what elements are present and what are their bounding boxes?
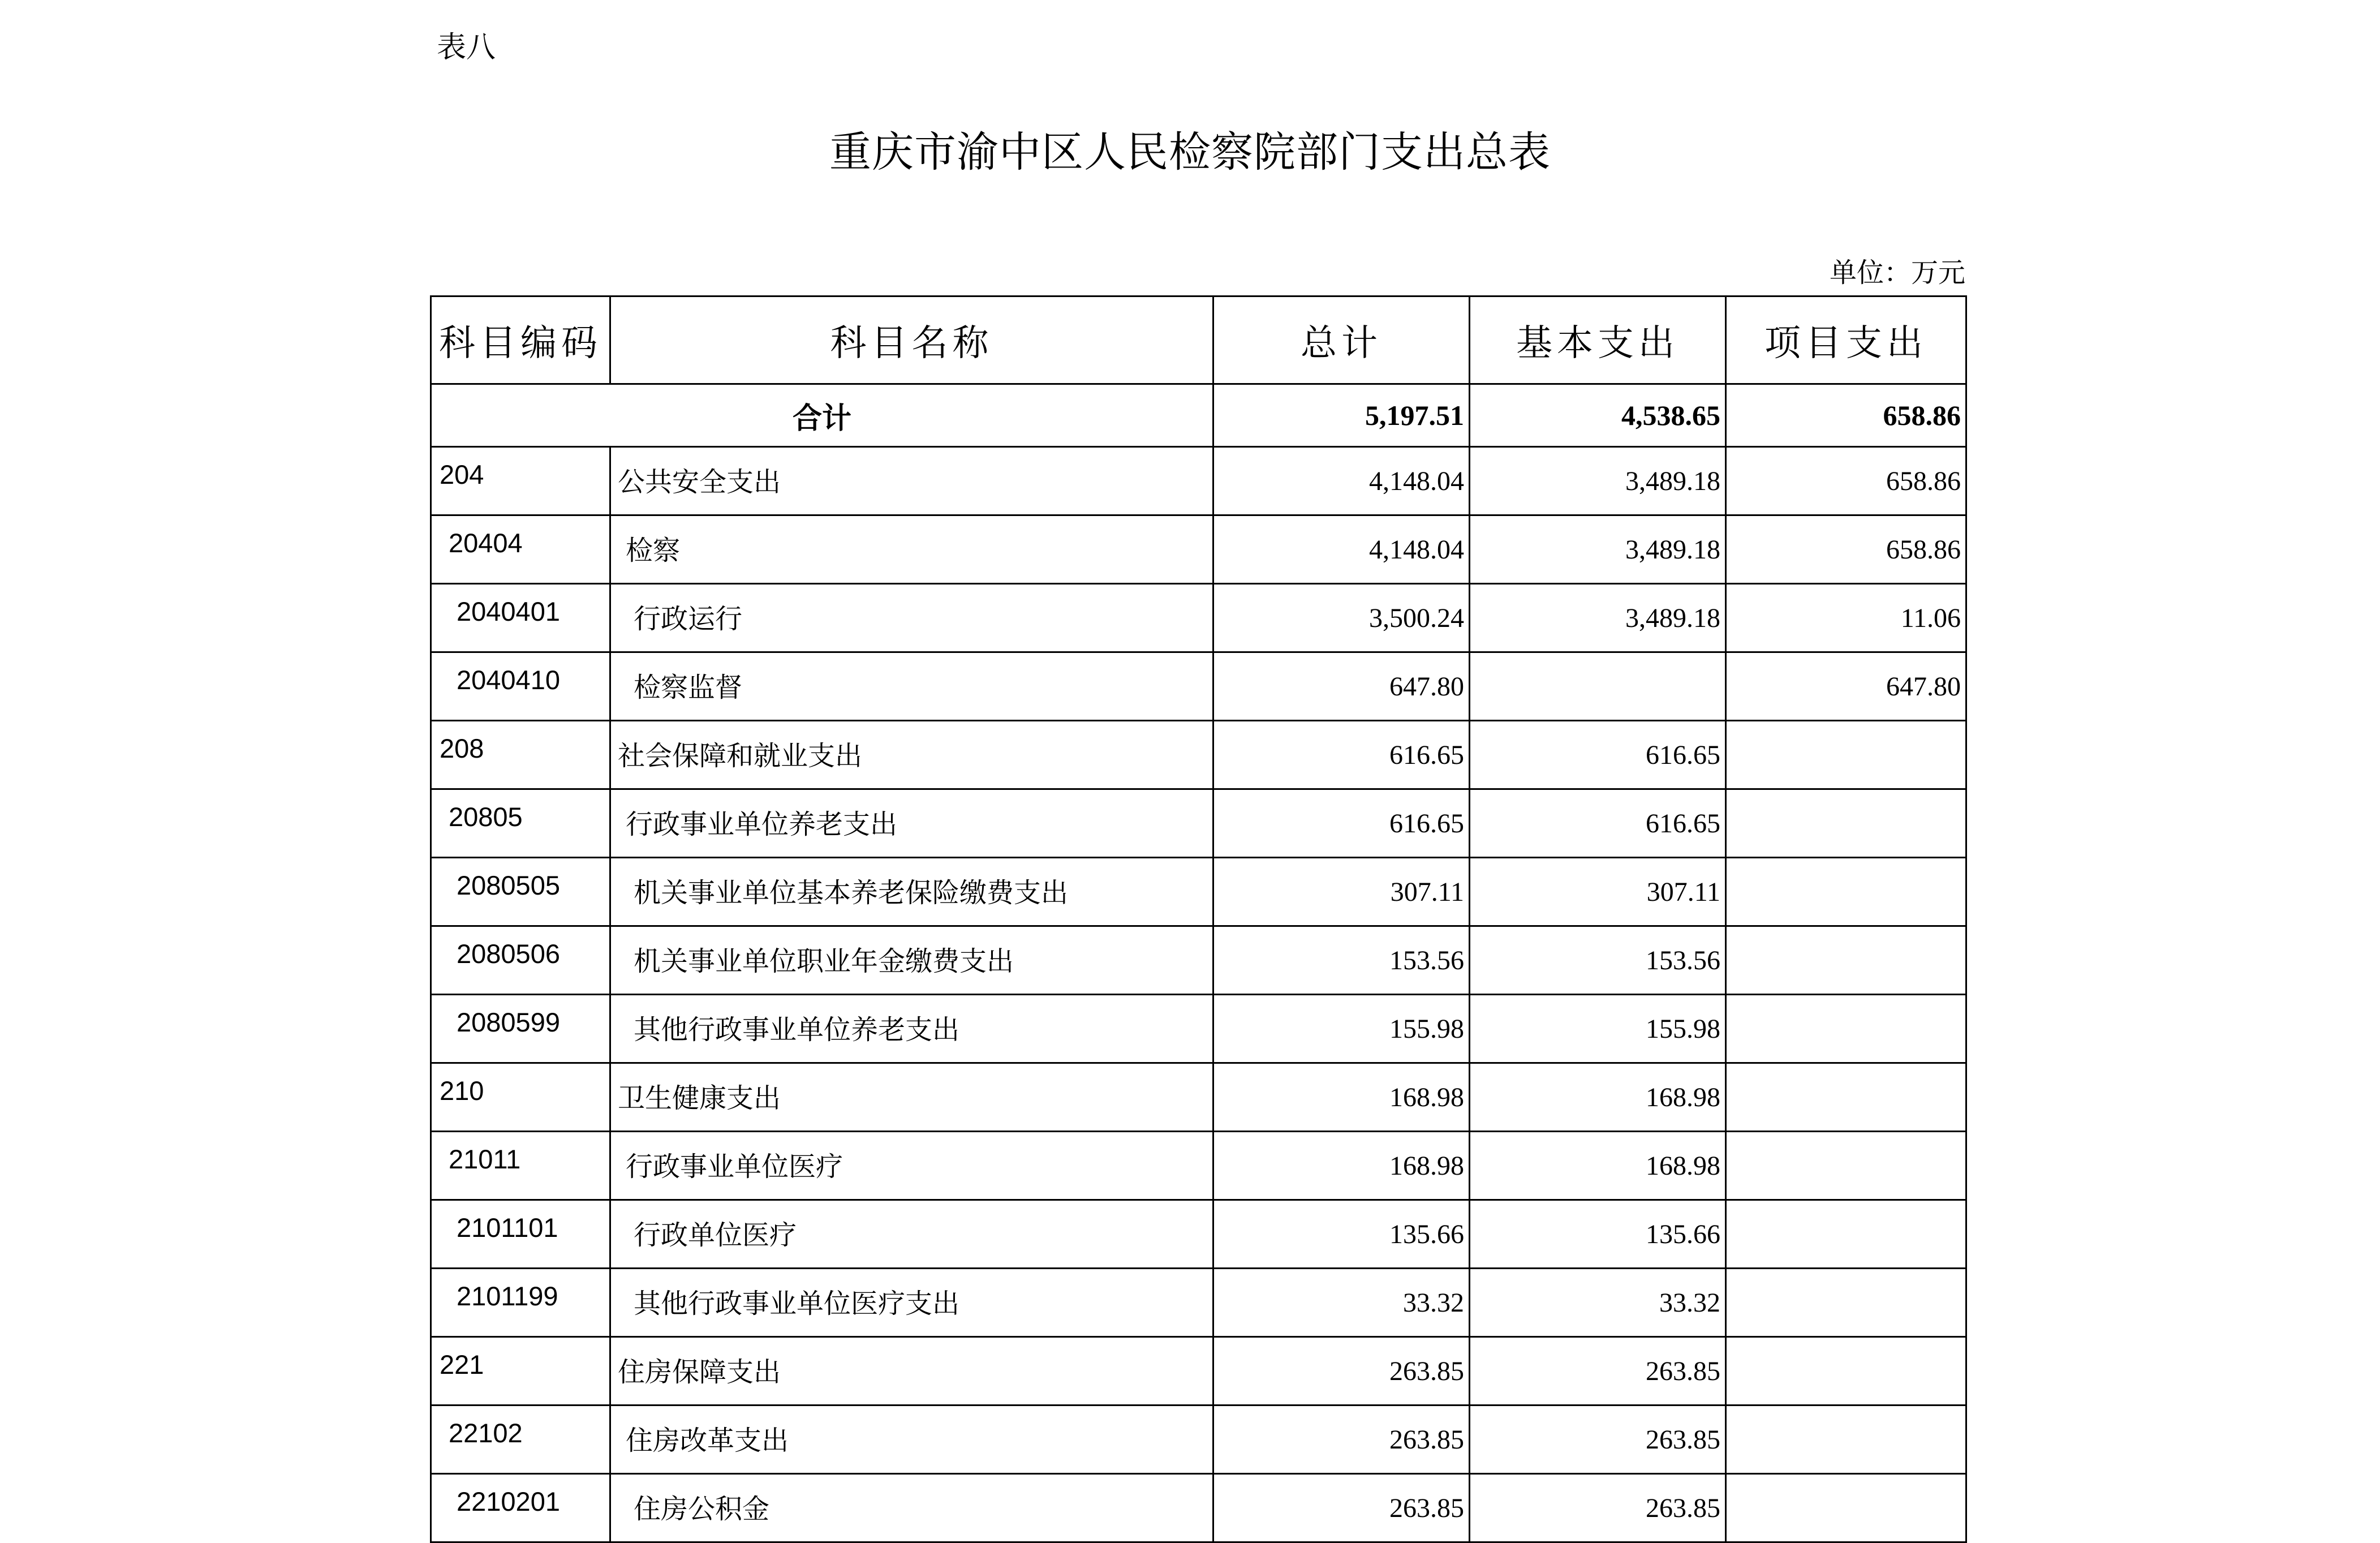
row-project (1726, 995, 1966, 1063)
header-total: 总计 (1213, 296, 1470, 384)
row-project (1726, 1063, 1966, 1132)
table-row (431, 584, 1966, 652)
row-name: 其他行政事业单位医疗支出 (610, 1269, 1213, 1337)
row-total: 168.98 (1213, 1063, 1470, 1132)
table-row (431, 1406, 1966, 1474)
row-total: 33.32 (1213, 1269, 1470, 1337)
unit-label: 单位：万元 (1829, 257, 1965, 289)
table-row (431, 858, 1966, 926)
table-row (431, 721, 1966, 789)
row-total: 155.98 (1213, 995, 1470, 1063)
table-row (431, 995, 1966, 1063)
row-total: 263.85 (1213, 1406, 1470, 1474)
row-name: 检察 (610, 515, 1213, 584)
row-code: 208 (431, 721, 610, 789)
row-project (1726, 721, 1966, 789)
row-name: 其他行政事业单位养老支出 (610, 995, 1213, 1063)
row-name: 行政事业单位养老支出 (610, 789, 1213, 858)
total-sum: 5,197.51 (1213, 384, 1470, 447)
row-total: 4,148.04 (1213, 447, 1470, 515)
row-project (1726, 1132, 1966, 1200)
row-basic: 155.98 (1470, 995, 1726, 1063)
header-basic: 基本支出 (1470, 296, 1726, 384)
table-row (431, 1132, 1966, 1200)
row-basic: 616.65 (1470, 789, 1726, 858)
row-code: 22102 (431, 1406, 610, 1474)
row-total: 616.65 (1213, 789, 1470, 858)
row-basic (1470, 652, 1726, 721)
row-project (1726, 1200, 1966, 1269)
expenditure-table (430, 295, 1967, 1543)
row-code: 221 (431, 1337, 610, 1406)
row-name: 机关事业单位职业年金缴费支出 (610, 926, 1213, 995)
row-code: 204 (431, 447, 610, 515)
row-total: 153.56 (1213, 926, 1470, 995)
header-project: 项目支出 (1726, 296, 1966, 384)
table-row (431, 652, 1966, 721)
table-row (431, 1337, 1966, 1406)
row-name: 行政事业单位医疗 (610, 1132, 1213, 1200)
row-project: 11.06 (1726, 584, 1966, 652)
row-basic: 168.98 (1470, 1132, 1726, 1200)
row-project: 647.80 (1726, 652, 1966, 721)
document-label: 表八 (437, 31, 496, 65)
row-code: 2080506 (431, 926, 610, 995)
row-total: 168.98 (1213, 1132, 1470, 1200)
row-basic: 3,489.18 (1470, 447, 1726, 515)
table-row (431, 447, 1966, 515)
row-total: 4,148.04 (1213, 515, 1470, 584)
table-row (431, 515, 1966, 584)
row-total: 263.85 (1213, 1337, 1470, 1406)
page-title: 重庆市渝中区人民检察院部门支出总表 (829, 128, 1551, 177)
row-basic: 3,489.18 (1470, 515, 1726, 584)
table-row (431, 789, 1966, 858)
row-total: 135.66 (1213, 1200, 1470, 1269)
row-project (1726, 1474, 1966, 1542)
row-name: 卫生健康支出 (610, 1063, 1213, 1132)
row-total: 616.65 (1213, 721, 1470, 789)
row-basic: 263.85 (1470, 1406, 1726, 1474)
row-code: 2040401 (431, 584, 610, 652)
row-name: 住房公积金 (610, 1474, 1213, 1542)
table-row (431, 1200, 1966, 1269)
row-basic: 33.32 (1470, 1269, 1726, 1337)
row-project (1726, 1406, 1966, 1474)
table-header-row (431, 296, 1966, 384)
table-row (431, 1474, 1966, 1542)
row-code: 2101101 (431, 1200, 610, 1269)
row-basic: 135.66 (1470, 1200, 1726, 1269)
row-project: 658.86 (1726, 447, 1966, 515)
row-project (1726, 789, 1966, 858)
row-name: 住房保障支出 (610, 1337, 1213, 1406)
row-code: 2040410 (431, 652, 610, 721)
row-basic: 307.11 (1470, 858, 1726, 926)
table-row (431, 926, 1966, 995)
row-basic: 263.85 (1470, 1474, 1726, 1542)
row-code: 2080599 (431, 995, 610, 1063)
table-row (431, 1063, 1966, 1132)
header-code: 科目编码 (431, 296, 610, 384)
row-name: 检察监督 (610, 652, 1213, 721)
row-name: 行政运行 (610, 584, 1213, 652)
row-code: 20404 (431, 515, 610, 584)
row-code: 2101199 (431, 1269, 610, 1337)
row-code: 20805 (431, 789, 610, 858)
row-project: 658.86 (1726, 515, 1966, 584)
row-basic: 168.98 (1470, 1063, 1726, 1132)
row-code: 2210201 (431, 1474, 610, 1542)
row-total: 3,500.24 (1213, 584, 1470, 652)
total-project: 658.86 (1726, 384, 1966, 447)
row-total: 263.85 (1213, 1474, 1470, 1542)
row-name: 行政单位医疗 (610, 1200, 1213, 1269)
row-project (1726, 858, 1966, 926)
row-code: 21011 (431, 1132, 610, 1200)
table-row (431, 1269, 1966, 1337)
row-basic: 153.56 (1470, 926, 1726, 995)
row-code: 2080505 (431, 858, 610, 926)
row-project (1726, 926, 1966, 995)
row-code: 210 (431, 1063, 610, 1132)
row-basic: 616.65 (1470, 721, 1726, 789)
row-name: 住房改革支出 (610, 1406, 1213, 1474)
row-basic: 263.85 (1470, 1337, 1726, 1406)
row-project (1726, 1337, 1966, 1406)
total-label: 合计 (431, 384, 1213, 447)
row-total: 307.11 (1213, 858, 1470, 926)
row-project (1726, 1269, 1966, 1337)
row-name: 机关事业单位基本养老保险缴费支出 (610, 858, 1213, 926)
total-basic: 4,538.65 (1470, 384, 1726, 447)
total-row (431, 384, 1966, 447)
row-name: 社会保障和就业支出 (610, 721, 1213, 789)
row-name: 公共安全支出 (610, 447, 1213, 515)
row-total: 647.80 (1213, 652, 1470, 721)
row-basic: 3,489.18 (1470, 584, 1726, 652)
header-name: 科目名称 (610, 296, 1213, 384)
